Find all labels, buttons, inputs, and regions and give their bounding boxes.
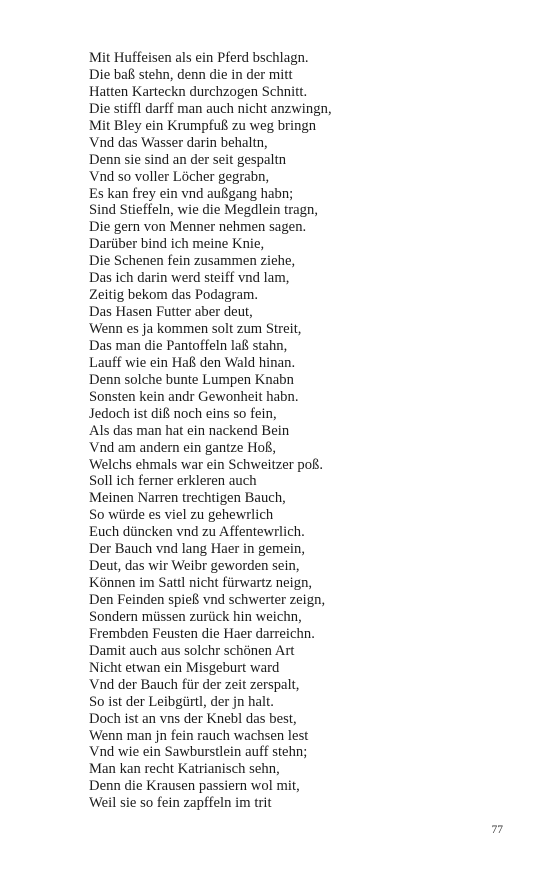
poem-line: Soll ich ferner erkleren auch — [89, 473, 257, 490]
poem-line: Zeitig bekom das Podagram. — [89, 287, 259, 304]
poem-line: Vnd der Bauch für der zeit zerspalt, — [89, 676, 300, 693]
poem-line: Sondern müssen zurück hin weichn, — [89, 608, 302, 625]
poem-line: Man kan recht Katrianisch sehn, — [89, 761, 280, 778]
poem-line: Deut, das wir Weibr geworden sein, — [89, 558, 300, 575]
poem-line: Das Hasen Futter aber deut, — [89, 304, 253, 321]
poem-line: Doch ist an vns der Knebl das best, — [89, 710, 297, 727]
poem-line: Damit auch aus solchr schönen Art — [89, 642, 295, 659]
poem-line: Die gern von Menner nehmen sagen. — [89, 219, 307, 236]
poem-line: Das man die Pantoffeln laß stahn, — [89, 337, 288, 354]
poem-line: Wenn man jn fein rauch wachsen lest — [89, 727, 309, 744]
poem-line: Der Bauch vnd lang Haer in gemein, — [89, 541, 306, 558]
poem-line: Meinen Narren trechtigen Bauch, — [89, 490, 286, 507]
poem-line: Sonsten kein andr Gewonheit habn. — [89, 388, 299, 405]
poem-line: Die Schenen fein zusammen ziehe, — [89, 253, 296, 270]
poem-line: Es kan frey ein vnd außgang habn; — [89, 185, 294, 202]
poem-line: Sind Stieffeln, wie die Megdlein tragn, — [89, 202, 319, 219]
poem-line: Das ich darin werd steiff vnd lam, — [89, 270, 290, 287]
poem-line: Denn solche bunte Lumpen Knabn — [89, 371, 294, 388]
poem-line: Frembden Feusten die Haer darreichn. — [89, 625, 315, 642]
poem-line: Die baß stehn, denn die in der mitt — [89, 66, 293, 83]
poem-line: Mit Bley ein Krumpfuß zu weg bringn — [89, 117, 317, 134]
poem-line: Denn die Krausen passiern wol mit, — [89, 778, 300, 795]
poem-line: Vnd am andern ein gantze Hoß, — [89, 439, 277, 456]
poem-line: Können im Sattl nicht fürwartz neign, — [89, 575, 313, 592]
poem-line: Nicht etwan ein Misgeburt ward — [89, 659, 280, 676]
poem-line: Lauff wie ein Haß den Wald hinan. — [89, 354, 296, 371]
poem-line: Hatten Karteckn durchzogen Schnitt. — [89, 83, 308, 100]
poem-line: Als das man hat ein nackend Bein — [89, 422, 290, 439]
poem-line: Vnd so voller Löcher gegrabn, — [89, 168, 270, 185]
poem-line: Denn sie sind an der seit gespaltn — [89, 151, 287, 168]
poem-line: Den Feinden spieß vnd schwerter zeign, — [89, 592, 326, 608]
poem-line: Weil sie so fein zapffeln im trit — [89, 795, 272, 812]
page-number: 77 — [491, 824, 503, 836]
poem-line: Mit Huffeisen als ein Pferd bschlagn. — [89, 50, 309, 66]
poem-line: So ist der Leibgürtl, der jn halt. — [89, 693, 274, 710]
poem-line: So würde es viel zu gehewrlich — [89, 507, 274, 524]
poem-line: Welchs ehmals war ein Schweitzer poß. — [89, 456, 324, 473]
poem-line: Vnd das Wasser darin behaltn, — [89, 134, 268, 151]
poem-line: Jedoch ist diß noch eins so fein, — [89, 405, 277, 422]
poem-line: Wenn es ja kommen solt zum Streit, — [89, 321, 302, 337]
poem-line: Euch düncken vnd zu Affentewrlich. — [89, 524, 305, 541]
poem-line: Vnd wie ein Sawburstlein auff stehn; — [89, 744, 308, 761]
poem-text — [89, 50, 489, 812]
poem-line: Darüber bind ich meine Knie, — [89, 236, 265, 253]
poem-line: Die stiffl darff man auch nicht anzwingn, — [89, 100, 332, 117]
